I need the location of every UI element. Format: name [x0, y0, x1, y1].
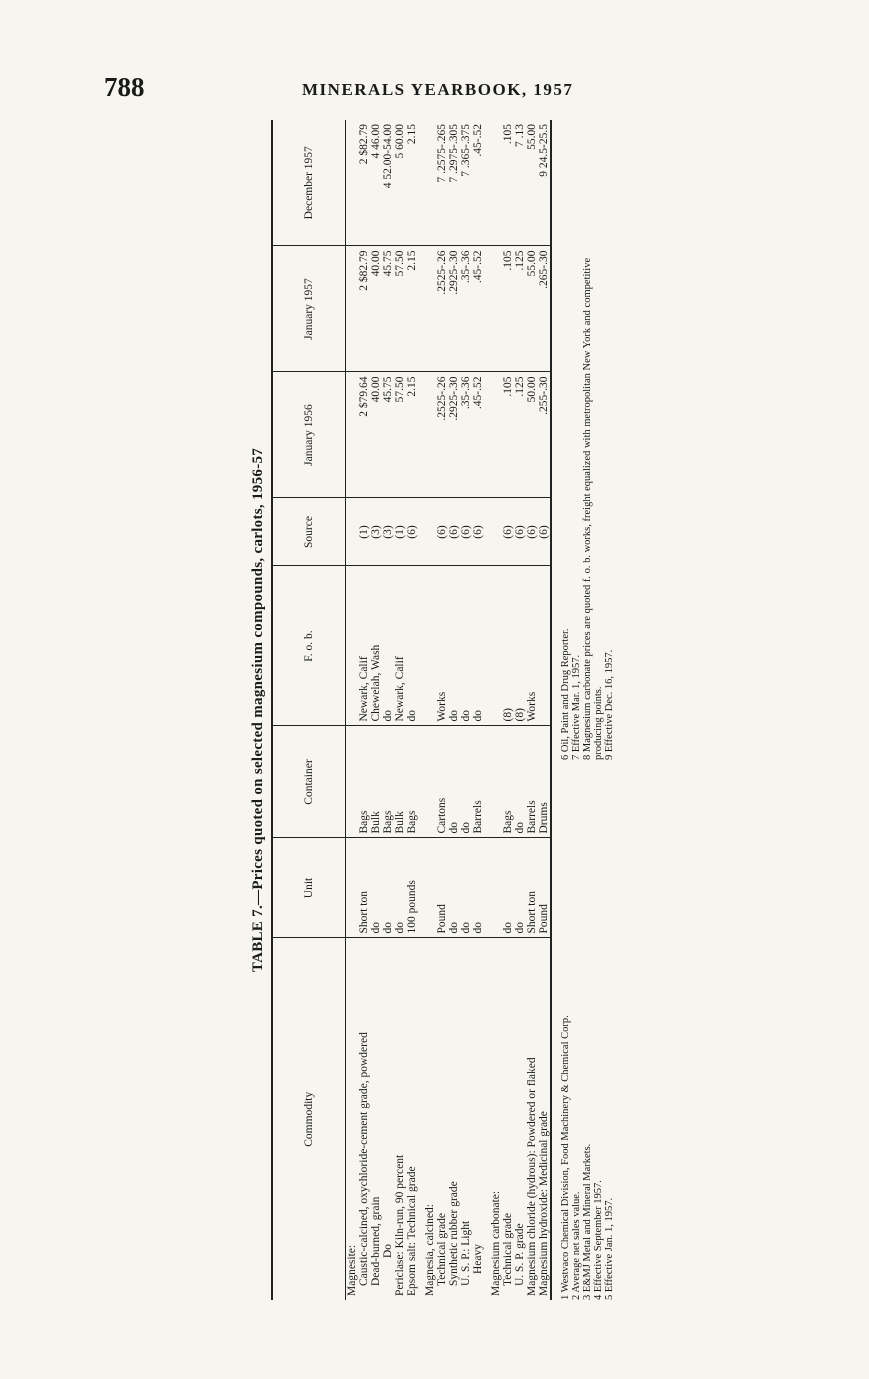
- table-row: [358, 120, 370, 1300]
- jan-1957-cell: 45.75: [382, 246, 394, 372]
- container-cell: do: [448, 726, 460, 838]
- table-title: TABLE 7.—Prices quoted on selected magnesium compounds, carlots, 1956-57: [250, 447, 266, 973]
- jan-1957-cell: [490, 246, 502, 372]
- commodity-cell: Technical grade: [436, 1213, 448, 1286]
- jan-1957-cell: .35-.36: [460, 246, 472, 372]
- jan-1957-cell: 2.15: [406, 246, 418, 372]
- source-cell: (1): [358, 498, 370, 566]
- source-cell: (6): [514, 498, 526, 566]
- fob-cell: do: [382, 566, 394, 726]
- jan-1956-cell: .2925-.30: [448, 372, 460, 498]
- table-row: [370, 120, 382, 1300]
- jan-1956-cell: 50.00: [526, 372, 538, 498]
- commodity-cell: Dead-burned, grain: [370, 1196, 382, 1286]
- unit-cell: do: [448, 838, 460, 938]
- dec-1957-cell: .105: [502, 120, 514, 246]
- table-row: [490, 120, 502, 1300]
- fob-cell: [346, 566, 359, 726]
- table-row: [436, 120, 448, 1300]
- fob-cell: Works: [526, 566, 538, 726]
- source-cell: [490, 498, 502, 566]
- jan-1956-cell: .255-.30: [538, 372, 551, 498]
- fob-cell: do: [472, 566, 484, 726]
- footnote: 2 Average net sales value.: [571, 1191, 582, 1300]
- jan-1956-cell: 45.75: [382, 372, 394, 498]
- col-dec-1957: December 1957: [272, 120, 346, 246]
- container-cell: [346, 726, 359, 838]
- source-cell: (3): [382, 498, 394, 566]
- jan-1957-cell: .125: [514, 246, 526, 372]
- table-row: [514, 120, 526, 1300]
- unit-cell: Short ton: [526, 838, 538, 938]
- jan-1956-cell: 40.00: [370, 372, 382, 498]
- footnote: 6 Oil, Paint and Drug Reporter.: [560, 628, 571, 760]
- unit-cell: 100 pounds: [406, 838, 418, 938]
- table-row: [406, 120, 418, 1300]
- col-jan-1957: January 1957: [272, 246, 346, 372]
- container-cell: Drums: [538, 726, 551, 838]
- fob-cell: Newark, Calif: [394, 566, 406, 726]
- jan-1956-cell: [490, 372, 502, 498]
- commodity-cell: Epsom salt: Technical grade: [406, 1166, 418, 1296]
- dec-1957-cell: 2.15: [406, 120, 418, 246]
- jan-1956-cell: .45-.52: [472, 372, 484, 498]
- commodity-cell: Magnesium carbonate:: [490, 1190, 502, 1296]
- jan-1957-cell: [346, 246, 359, 372]
- fob-cell: [538, 566, 551, 726]
- jan-1957-cell: .265-.30: [538, 246, 551, 372]
- fob-cell: Chewelah, Wash: [370, 566, 382, 726]
- container-cell: do: [514, 726, 526, 838]
- fob-cell: (8): [514, 566, 526, 726]
- table-row: [538, 120, 551, 1300]
- footnote: 7 Effective Mar. 1, 1957.: [571, 654, 582, 760]
- dec-1957-cell: [424, 120, 436, 246]
- commodity-cell: Heavy: [472, 1243, 484, 1274]
- page-number: 788: [104, 72, 145, 102]
- container-cell: do: [460, 726, 472, 838]
- jan-1957-cell: .45-.52: [472, 246, 484, 372]
- col-container: Container: [272, 726, 346, 838]
- jan-1956-cell: 57.50: [394, 372, 406, 498]
- container-cell: Cartons: [436, 726, 448, 838]
- commodity-cell: Magnesia, calcined:: [424, 1204, 436, 1296]
- table-row: [382, 120, 394, 1300]
- jan-1957-cell: [424, 246, 436, 372]
- source-cell: (6): [502, 498, 514, 566]
- jan-1957-cell: 40.00: [370, 246, 382, 372]
- footnote: 9 Effective Dec. 16, 1957.: [604, 649, 615, 760]
- footnote: 8 Magnesium carbonate prices are quoted f. o. b. works, freight equalized with metropolitan New York and competitive producing points.: [582, 257, 604, 760]
- dec-1957-cell: 4 46.00: [370, 120, 382, 246]
- jan-1956-cell: .35-.36: [460, 372, 472, 498]
- source-cell: (6): [472, 498, 484, 566]
- table-row: [460, 120, 472, 1300]
- footnotes-left: [560, 760, 615, 1300]
- jan-1956-cell: [346, 372, 359, 498]
- col-fob: F. o. b.: [272, 566, 346, 726]
- commodity-cell: Synthetic rubber grade: [448, 1181, 460, 1286]
- source-cell: (6): [436, 498, 448, 566]
- dec-1957-cell: 55.00: [526, 120, 538, 246]
- fob-cell: do: [448, 566, 460, 726]
- jan-1956-cell: .105: [502, 372, 514, 498]
- jan-1956-cell: [424, 372, 436, 498]
- unit-cell: do: [514, 838, 526, 938]
- dec-1957-cell: 2 $82.79: [358, 120, 370, 246]
- table-row: [346, 120, 359, 1300]
- unit-cell: [490, 838, 502, 938]
- footnote: 4 Effective September 1957.: [593, 1180, 604, 1300]
- unit-cell: Pound: [436, 838, 448, 938]
- source-cell: [424, 498, 436, 566]
- commodity-cell: Magnesium hydroxide: Medicinal grade: [538, 1111, 550, 1296]
- container-cell: Bags: [358, 726, 370, 838]
- commodity-cell: Magnesium chloride (hydrous): Powdered or flaked: [526, 1057, 538, 1296]
- container-cell: Bags: [406, 726, 418, 838]
- commodity-cell: U. S. P.: Light: [460, 1220, 472, 1286]
- source-cell: (6): [460, 498, 472, 566]
- dec-1957-cell: 7 .2575-.265: [436, 120, 448, 246]
- rotated-table-block: [245, 120, 615, 1300]
- jan-1956-cell: 2 $79.64: [358, 372, 370, 498]
- jan-1957-cell: 55.00: [526, 246, 538, 372]
- table-row: [502, 120, 514, 1300]
- fob-cell: do: [406, 566, 418, 726]
- jan-1957-cell: 2 $82.79: [358, 246, 370, 372]
- table-row: [394, 120, 406, 1300]
- unit-cell: do: [382, 838, 394, 938]
- fob-cell: (8): [502, 566, 514, 726]
- jan-1957-cell: 57.50: [394, 246, 406, 372]
- container-cell: Barrels: [526, 726, 538, 838]
- dec-1957-cell: [490, 120, 502, 246]
- commodity-cell: Periclase: Kiln-run, 90 percent: [394, 1154, 406, 1296]
- jan-1956-cell: 2.15: [406, 372, 418, 498]
- source-cell: (6): [526, 498, 538, 566]
- source-cell: (6): [538, 498, 551, 566]
- dec-1957-cell: 7 .365-.375: [460, 120, 472, 246]
- source-cell: (3): [370, 498, 382, 566]
- fob-cell: do: [460, 566, 472, 726]
- source-cell: [346, 498, 359, 566]
- dec-1957-cell: .45-.52: [472, 120, 484, 246]
- prices-table: [271, 120, 552, 1300]
- unit-cell: do: [460, 838, 472, 938]
- footnotes-right: [560, 240, 615, 760]
- container-cell: [490, 726, 502, 838]
- unit-cell: do: [370, 838, 382, 938]
- container-cell: Bulk: [394, 726, 406, 838]
- unit-cell: [424, 838, 436, 938]
- container-cell: [424, 726, 436, 838]
- commodity-cell: Magnesite:: [346, 1244, 358, 1296]
- table-row: [472, 120, 484, 1300]
- container-cell: Barrels: [472, 726, 484, 838]
- commodity-cell: Do: [382, 1243, 394, 1258]
- unit-cell: [346, 838, 359, 938]
- fob-cell: Newark, Calif: [358, 566, 370, 726]
- source-cell: (6): [406, 498, 418, 566]
- col-source: Source: [272, 498, 346, 566]
- dec-1957-cell: 9 24.5-25.5: [538, 120, 551, 246]
- footnotes: [560, 120, 615, 1300]
- commodity-cell: Technical grade: [502, 1213, 514, 1286]
- commodity-cell: Caustic-calcined, oxychloride-cement grade, powdered: [358, 1032, 370, 1286]
- unit-cell: do: [394, 838, 406, 938]
- dec-1957-cell: 5 60.00: [394, 120, 406, 246]
- container-cell: Bulk: [370, 726, 382, 838]
- table-row: [424, 120, 436, 1300]
- col-commodity: Commodity: [272, 938, 346, 1300]
- header-row: [272, 120, 346, 1300]
- table-row: [448, 120, 460, 1300]
- jan-1957-cell: .2925-.30: [448, 246, 460, 372]
- jan-1956-cell: .125: [514, 372, 526, 498]
- unit-cell: Pound: [538, 838, 551, 938]
- container-cell: Bags: [382, 726, 394, 838]
- footnote: 1 Westvaco Chemical Division, Food Machinery & Chemical Corp.: [560, 1015, 571, 1300]
- dec-1957-cell: 7 .2975-.305: [448, 120, 460, 246]
- container-cell: Bags: [502, 726, 514, 838]
- commodity-cell: U. S. P. grade: [514, 1223, 526, 1286]
- table-body: [346, 120, 552, 1300]
- unit-cell: Short ton: [358, 838, 370, 938]
- jan-1957-cell: .105: [502, 246, 514, 372]
- dec-1957-cell: [346, 120, 359, 246]
- footnote: 3 E&MJ Metal and Mineral Markets.: [582, 1143, 593, 1300]
- col-jan-1956: January 1956: [272, 372, 346, 498]
- unit-cell: do: [472, 838, 484, 938]
- dec-1957-cell: 7 .13: [514, 120, 526, 246]
- unit-cell: do: [502, 838, 514, 938]
- fob-cell: Works: [436, 566, 448, 726]
- col-unit: Unit: [272, 838, 346, 938]
- table-row: [526, 120, 538, 1300]
- source-cell: (6): [448, 498, 460, 566]
- footnote: 5 Effective Jan. 1, 1957.: [604, 1197, 615, 1300]
- jan-1957-cell: .2525-.26: [436, 246, 448, 372]
- dec-1957-cell: 4 52.00-54.00: [382, 120, 394, 246]
- source-cell: (1): [394, 498, 406, 566]
- jan-1956-cell: .2525-.26: [436, 372, 448, 498]
- fob-cell: [424, 566, 436, 726]
- fob-cell: [490, 566, 502, 726]
- running-title: MINERALS YEARBOOK, 1957: [302, 80, 574, 99]
